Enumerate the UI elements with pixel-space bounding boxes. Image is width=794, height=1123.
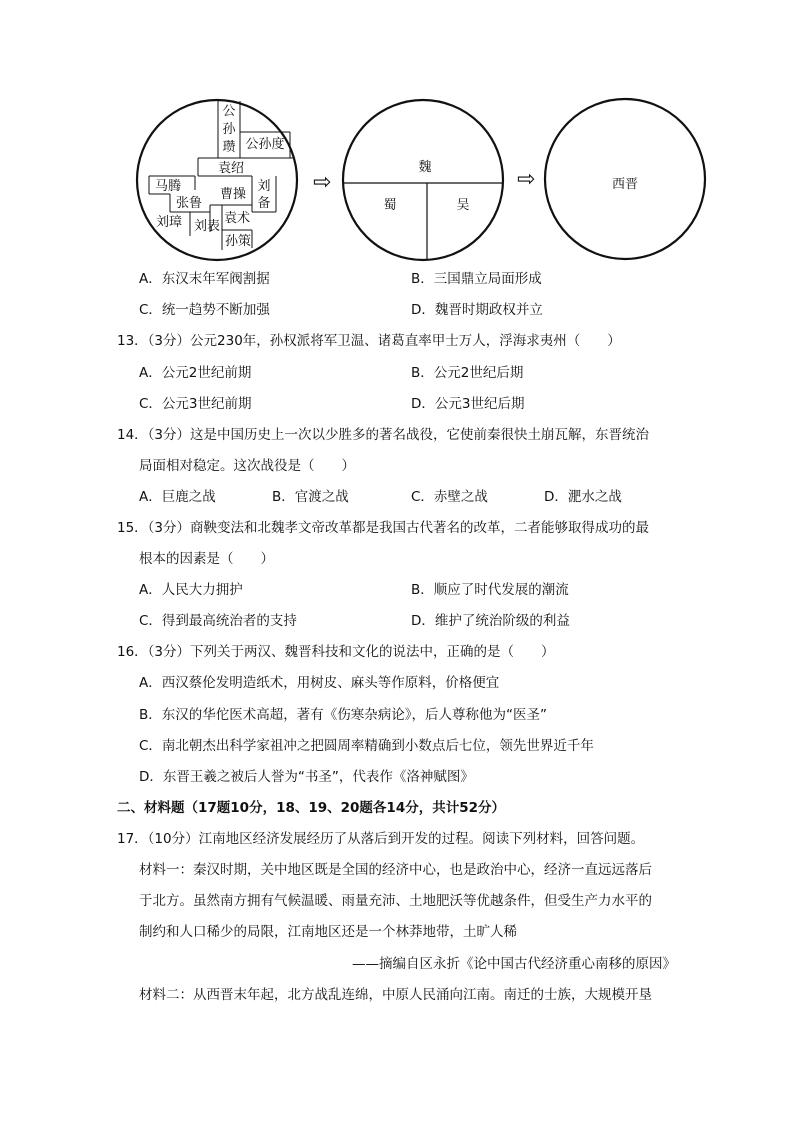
q15-stem-line1: 15．（3分）商鞅变法和北魏孝文帝改革都是我国古代著名的改革，二者能够取得成功的最 [117, 520, 650, 536]
q12-option-a: A．东汉末年军阀割据 [139, 271, 270, 287]
history-figure [0, 0, 794, 270]
circle-warlords [137, 100, 297, 260]
q17-material1-line1: 材料一：秦汉时期，关中地区既是全国的经济中心，也是政治中心，经济一直远远落后 [139, 862, 652, 878]
q17-source: ——摘编自区永折《论中国古代经济重心南移的原因》 [352, 956, 676, 972]
q12-option-b: B．三国鼎立局面形成 [411, 271, 542, 287]
q17-stem: 17．（10分）江南地区经济发展经历了从落后到开发的过程。阅读下列材料，回答问题。 [117, 831, 645, 847]
q14-option-c: C．赤壁之战 [411, 489, 488, 505]
q13-option-a: A．公元2世纪前期 [139, 365, 252, 381]
q14-stem-line2: 局面相对稳定。这次战役是（ ） [139, 458, 355, 474]
circle-three-kingdoms [343, 100, 503, 260]
q13-option-d: D．公元3世纪后期 [411, 396, 525, 412]
q15-stem-line2: 根本的因素是（ ） [139, 551, 274, 567]
cell-shu: 蜀 [383, 198, 397, 213]
cell-gong: 公 [222, 104, 236, 119]
q16-stem: 16．（3分）下列关于两汉、魏晋科技和文化的说法中，正确的是（ ） [117, 644, 555, 660]
cell-bei: 备 [257, 196, 271, 211]
q13-option-c: C．公元3世纪前期 [139, 396, 252, 412]
q14-option-a: A．巨鹿之战 [139, 489, 216, 505]
cell-yuanshao: 袁绍 [217, 161, 245, 176]
cell-liuzhang: 刘璋 [155, 215, 183, 230]
q12-option-c: C．统一趋势不断加强 [139, 302, 270, 318]
cell-zhanglu: 张鲁 [175, 196, 203, 211]
cell-liubiao: 刘表 [193, 219, 221, 234]
section-heading: 二、材料题（17题10分，18、19、20题各14分，共计52分） [117, 800, 506, 816]
cell-zan: 瓒 [222, 140, 236, 155]
cell-xijin: 西晋 [611, 177, 639, 192]
cell-sunce: 孙策 [224, 234, 252, 249]
q14-stem-line1: 14．（3分）这是中国历史上一次以少胜多的著名战役，它使前秦很快土崩瓦解，东晋统治 [117, 427, 650, 443]
q15-option-b: B．顺应了时代发展的潮流 [411, 582, 569, 598]
q15-option-d: D．维护了统治阶级的利益 [411, 613, 570, 629]
q12-option-d: D．魏晋时期政权并立 [411, 302, 543, 318]
q17-material1-line3: 制约和人口稀少的局限，江南地区还是一个林莽地带，土旷人稀 [139, 924, 517, 940]
q13-option-b: B．公元2世纪后期 [411, 365, 524, 381]
circle-western-jin [545, 99, 705, 259]
arrow-right-icon: ⇨ [313, 170, 332, 195]
cell-gongsundu: 公孙度 [245, 137, 285, 152]
q15-option-a: A．人民大力拥护 [139, 582, 243, 598]
cell-yuanshu: 袁术 [223, 211, 251, 226]
q16-option-b: B．东汉的华佗医术高超，著有《伤寒杂病论》，后人尊称他为“医圣” [139, 707, 547, 723]
cell-liu: 刘 [257, 179, 271, 194]
cell-mateng: 马腾 [154, 179, 182, 194]
q14-option-b: B．官渡之战 [272, 489, 349, 505]
arrow-right-icon: ⇨ [517, 167, 536, 192]
q14-option-d: D．淝水之战 [544, 489, 622, 505]
cell-wu: 吴 [456, 198, 470, 213]
cell-sun: 孙 [222, 122, 236, 137]
q16-option-d: D．东晋王羲之被后人誉为“书圣”，代表作《洛神赋图》 [139, 769, 474, 785]
q16-option-c: C．南北朝杰出科学家祖冲之把圆周率精确到小数点后七位，领先世界近千年 [139, 738, 594, 754]
q15-option-c: C．得到最高统治者的支持 [139, 613, 297, 629]
cell-wei: 魏 [418, 160, 432, 175]
q16-option-a: A．西汉蔡伦发明造纸术，用树皮、麻头等作原料，价格便宜 [139, 675, 500, 691]
q17-material1-line2: 于北方。虽然南方拥有气候温暖、雨量充沛、土地肥沃等优越条件，但受生产力水平的 [139, 893, 652, 909]
cell-caocao: 曹操 [219, 187, 247, 202]
q13-stem: 13．（3分）公元230年，孙权派将军卫温、诸葛直率甲士万人，浮海求夷州（ ） [117, 333, 621, 349]
q17-material2-line1: 材料二：从西晋末年起，北方战乱连绵，中原人民涌向江南。南迁的士族，大规模开垦 [139, 987, 652, 1003]
